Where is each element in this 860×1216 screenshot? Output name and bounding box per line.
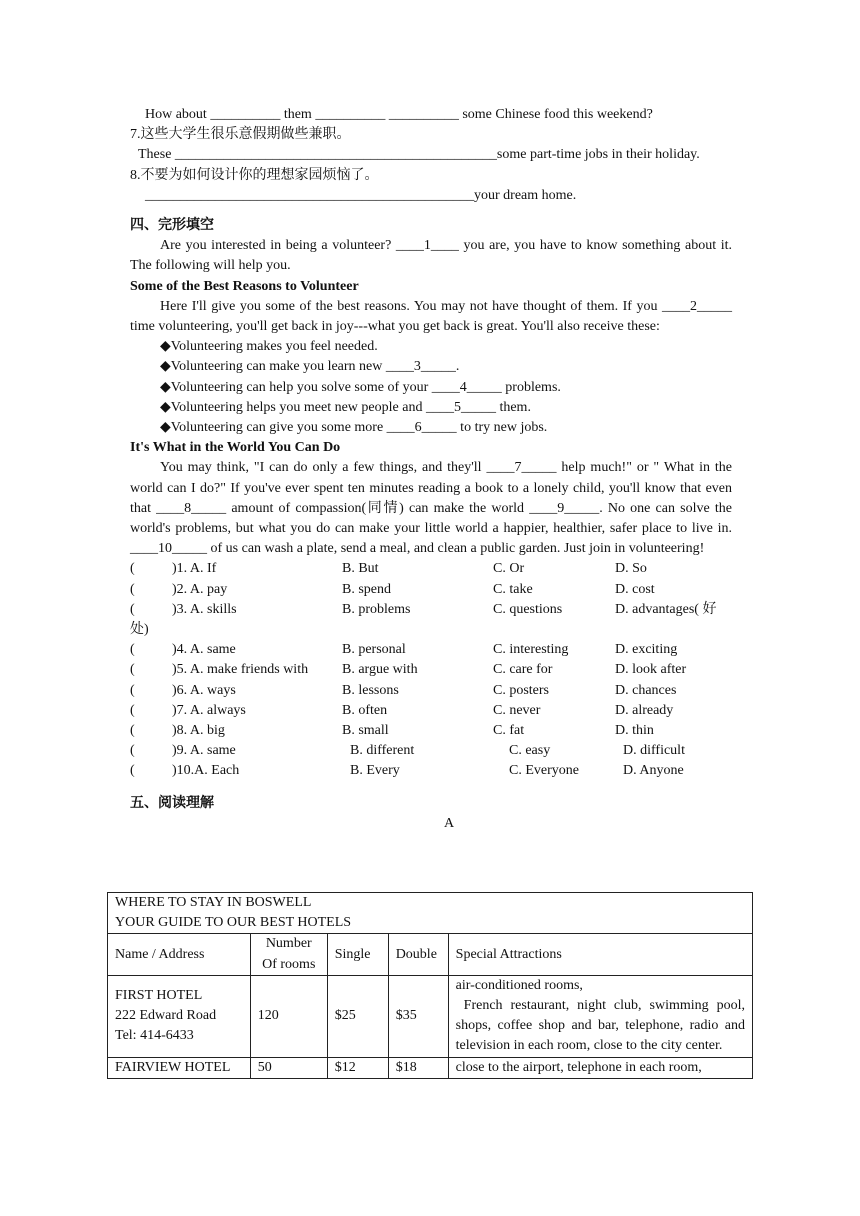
option-a: )7. A. always <box>172 702 246 718</box>
table-title-cell <box>108 893 753 934</box>
option-b: B. lessons <box>342 682 399 698</box>
option-c: C. interesting <box>493 642 569 658</box>
hotel-name: FAIRVIEW HOTEL <box>108 1057 251 1078</box>
option-b: B. often <box>342 702 388 718</box>
option-c: C. never <box>493 702 541 718</box>
hotel-name-cell <box>108 975 251 1057</box>
hotel-special: close to the airport, telephone in each room, <box>448 1057 752 1078</box>
hotel-rooms: 50 <box>250 1057 327 1078</box>
table-header-row <box>108 934 753 975</box>
option-c: C. Or <box>493 561 525 577</box>
option-a: )2. A. pay <box>172 581 228 597</box>
translation-q7-chinese: 7.这些大学生很乐意假期做些兼职。 <box>130 127 351 143</box>
option-c: C. questions <box>493 601 563 617</box>
option-b: B. argue with <box>342 662 418 678</box>
question-row <box>130 741 732 761</box>
bullet-item: ◆Volunteering can make you learn new ____3_____. <box>160 359 460 375</box>
cloze-subheading-reasons: Some of the Best Reasons to Volunteer <box>130 278 359 294</box>
answer-paren: ( <box>130 743 135 759</box>
cloze-paragraph-2: You may think, "I can do only a few things, and they'll ____7_____ help much!" or " What in the world can I do?" If you've ever spent ten minutes reading a book to a lonely child, you'll know that even that ____8_____ amount of compassion(同情) can make the world ____9_____. No one can solve the world's problems, but what you do can make your little world a happier, healthier, safer place to live in. ____10_____ of us can wash a plate, send a meal, and clean a public garden. Just join in volunteering! <box>130 460 732 557</box>
translation-q8-chinese: 8.不要为如何设计你的理想家园烦恼了。 <box>130 167 379 183</box>
hotel-special-line-1: air-conditioned rooms, <box>455 977 583 993</box>
table-title-line-2: YOUR GUIDE TO OUR BEST HOTELS <box>115 915 352 931</box>
hotel-table <box>107 892 753 1079</box>
question-row <box>130 559 732 579</box>
table-title-line-1: WHERE TO STAY IN BOSWELL <box>115 895 312 910</box>
option-a: )8. A. big <box>172 722 225 738</box>
option-a: )10.A. Each <box>172 763 240 779</box>
option-d: D. look after <box>615 662 687 678</box>
hotel-single: $25 <box>327 975 388 1057</box>
option-b: B. problems <box>342 601 411 617</box>
option-a: )1. A. If <box>172 561 217 577</box>
answer-paren: ( <box>130 642 135 658</box>
hotel-name: FIRST HOTEL <box>115 987 203 1003</box>
translation-q7-line: These ______________________________________________some part-time jobs in their holiday. <box>138 147 700 163</box>
hotel-special <box>448 975 752 1057</box>
option-d: D. thin <box>615 722 654 738</box>
option-b: B. But <box>342 561 379 577</box>
hotel-rooms: 120 <box>250 975 327 1057</box>
bullet-item: ◆Volunteering can help you solve some of your ____4_____ problems. <box>160 379 561 395</box>
question-row <box>130 701 732 721</box>
cloze-intro: Are you interested in being a volunteer? ____1____ you are, you have to know something about it. The following will help you. <box>130 238 732 274</box>
hotel-double: $18 <box>388 1057 448 1078</box>
option-b: B. personal <box>342 642 406 658</box>
question-row <box>130 761 732 781</box>
option-b: B. different <box>350 743 415 759</box>
header-double: Double <box>388 934 448 975</box>
question-3-wrap: 处) <box>130 622 149 638</box>
option-c: C. easy <box>509 743 551 759</box>
option-b: B. Every <box>350 763 400 779</box>
cloze-heading: 四、完形填空 <box>130 218 214 234</box>
table-title-row <box>108 893 753 934</box>
question-row <box>130 640 732 660</box>
table-row <box>108 1057 753 1078</box>
hotel-single: $12 <box>327 1057 388 1078</box>
option-c: C. care for <box>493 662 553 678</box>
option-c: C. posters <box>493 682 549 698</box>
cloze-paragraph-1: Here I'll give you some of the best reasons. You may not have thought of them. If you ____2_____ time volunteering, you'll get back in joy---what you get back is great. You'll also receive these: <box>130 298 732 335</box>
option-d: D. So <box>615 561 647 577</box>
question-row <box>130 660 732 680</box>
option-c: C. Everyone <box>509 763 579 779</box>
option-a: )3. A. skills <box>172 601 237 617</box>
header-rooms-line-2: Of rooms <box>262 956 316 972</box>
table-row <box>108 975 753 1057</box>
bullet-item: ◆Volunteering helps you meet new people and ____5_____ them. <box>160 399 531 415</box>
answer-paren: ( <box>130 601 135 617</box>
option-d: D. already <box>615 702 674 718</box>
option-d: D. exciting <box>615 642 678 658</box>
option-a: )5. A. make friends with <box>172 662 309 678</box>
option-b: B. spend <box>342 581 391 597</box>
option-d: D. difficult <box>623 743 685 759</box>
hotel-special-line-2: French restaurant, night club, swimming pool, shops, coffee shop and bar, telephone, radio and television in each room, close to the city center. <box>455 998 745 1054</box>
question-row <box>130 681 732 701</box>
answer-paren: ( <box>130 763 135 779</box>
passage-label: A <box>443 815 455 831</box>
header-special: Special Attractions <box>448 934 752 975</box>
option-d: D. cost <box>615 581 655 597</box>
hotel-phone: Tel: 414-6433 <box>115 1028 194 1044</box>
header-single: Single <box>327 934 388 975</box>
bullet-item: ◆Volunteering can give you some more ____6_____ to try new jobs. <box>160 420 548 436</box>
answer-paren: ( <box>130 702 135 718</box>
answer-paren: ( <box>130 722 135 738</box>
hotel-address: 222 Edward Road <box>115 1008 217 1024</box>
cloze-subheading-world: It's What in the World You Can Do <box>130 440 341 456</box>
option-d: D. Anyone <box>623 763 684 779</box>
header-rooms-line-1: Number <box>265 936 312 952</box>
header-name: Name / Address <box>108 934 251 975</box>
answer-paren: ( <box>130 682 135 698</box>
question-row <box>130 600 732 620</box>
option-a: )9. A. same <box>172 743 236 759</box>
option-d: D. advantages( 好 <box>615 601 717 617</box>
translation-q8-line: _______________________________________________your dream home. <box>145 187 577 203</box>
document-page <box>130 105 732 834</box>
answer-paren: ( <box>130 581 135 597</box>
header-rooms <box>250 934 327 975</box>
answer-paren: ( <box>130 662 135 678</box>
translation-q6-line: How about __________ them __________ __________ some Chinese food this weekend? <box>145 107 653 122</box>
question-row <box>130 580 732 600</box>
option-a: )6. A. ways <box>172 682 236 698</box>
option-b: B. small <box>342 722 389 738</box>
question-row <box>130 721 732 741</box>
reading-heading: 五、阅读理解 <box>130 795 214 811</box>
bullet-item: ◆Volunteering makes you feel needed. <box>160 339 378 355</box>
option-a: )4. A. same <box>172 642 236 658</box>
hotel-double: $35 <box>388 975 448 1057</box>
option-c: C. fat <box>493 722 525 738</box>
option-c: C. take <box>493 581 533 597</box>
option-d: D. chances <box>615 682 677 698</box>
answer-paren: ( <box>130 561 135 577</box>
